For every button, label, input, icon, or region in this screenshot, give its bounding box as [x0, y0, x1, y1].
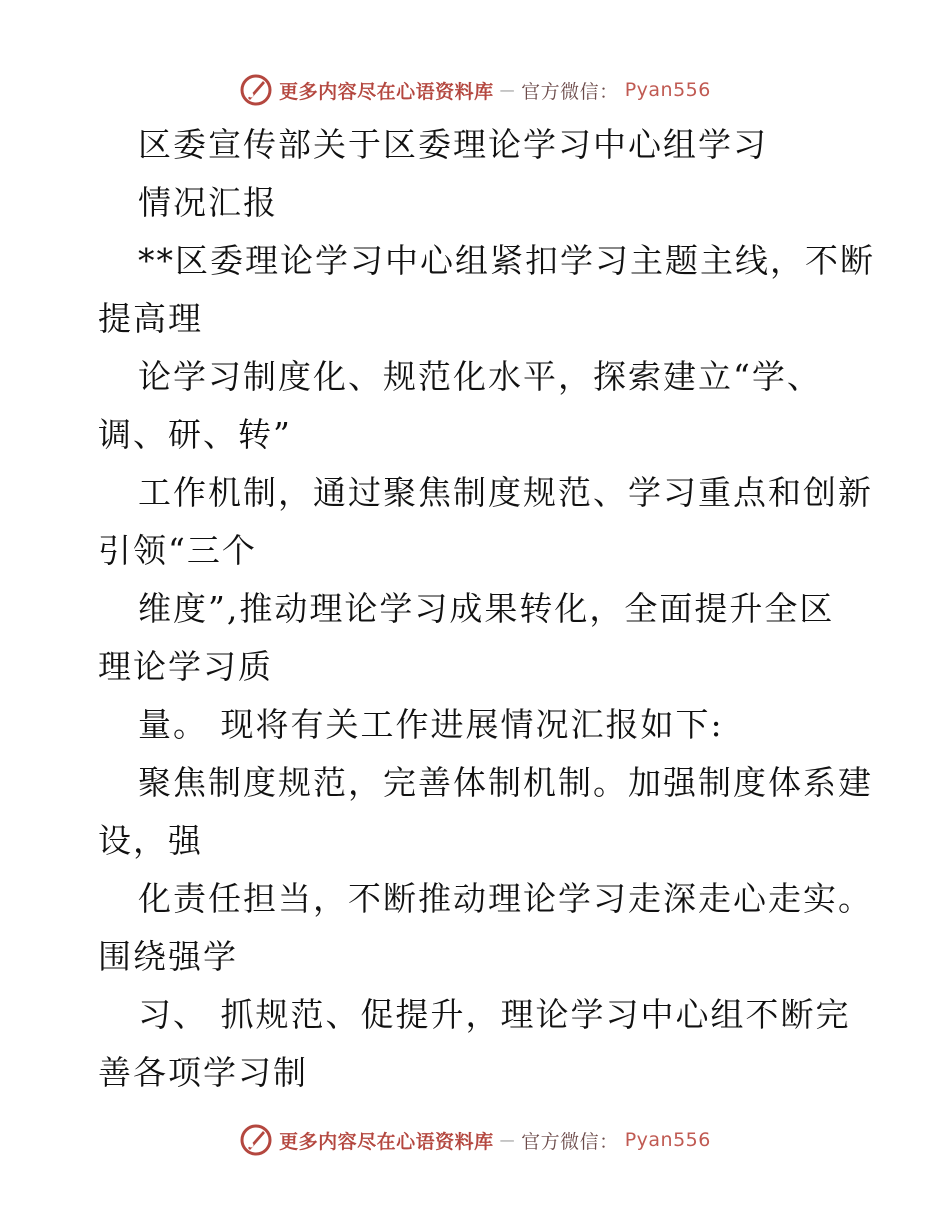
paragraph-line: 论学习制度化、规范化水平，探索建立“学、: [138, 357, 822, 396]
red-quill-seal-icon: [239, 1123, 273, 1157]
red-quill-seal-icon: [239, 73, 273, 107]
paragraph-line: 习、 抓规范、促提升，理论学习中心组不断完: [138, 995, 851, 1034]
watermark-separator: —: [499, 1131, 516, 1149]
watermark-header: [0, 70, 950, 110]
paragraph-line: 提高理: [98, 299, 203, 338]
watermark-wechat-id: Pyan556: [624, 79, 711, 101]
paragraph-line: 理论学习质: [98, 647, 273, 686]
watermark-footer: [0, 1120, 950, 1160]
watermark-separator: —: [499, 81, 516, 99]
paragraph-line: 调、研、转”: [98, 415, 292, 454]
paragraph-line: 聚焦制度规范，完善体制机制。加强制度体系建: [138, 763, 873, 802]
watermark-text: 更多内容尽在心语资料库: [279, 80, 494, 103]
paragraph-line: 设，强: [98, 821, 203, 860]
paragraph-line: 引领“三个: [98, 531, 257, 570]
paragraph-line: 工作机制，通过聚焦制度规范、学习重点和创新: [138, 473, 873, 512]
watermark-wechat-id: Pyan556: [624, 1129, 711, 1151]
paragraph-line: 维度”,推动理论学习成果转化，全面提升全区: [138, 589, 835, 628]
document-title-line-1: 区委宣传部关于区委理论学习中心组学习: [138, 125, 768, 164]
watermark-text: 更多内容尽在心语资料库: [279, 1130, 494, 1153]
paragraph-line: 围绕强学: [98, 937, 238, 976]
paragraph-line: 量。 现将有关工作进展情况汇报如下:: [138, 705, 724, 744]
paragraph-line: 化责任担当，不断推动理论学习走深走心走实。: [138, 879, 873, 918]
watermark-official-label: 官方微信：: [521, 80, 619, 103]
watermark-official-label: 官方微信：: [521, 1130, 619, 1153]
paragraph-line: **区委理论学习中心组紧扣学习主题主线，不断: [138, 241, 875, 280]
document-title-line-2: 情况汇报: [138, 183, 278, 222]
paragraph-line: 善各项学习制: [98, 1053, 308, 1092]
document-body: [98, 116, 875, 1102]
